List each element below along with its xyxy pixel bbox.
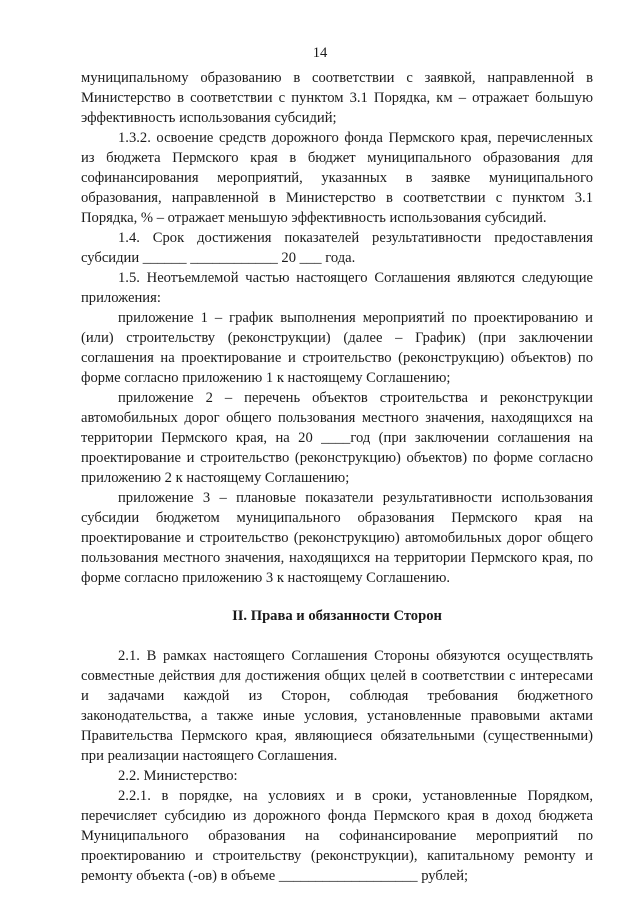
- paragraph-2-1: 2.1. В рамках настоящего Соглашения Стороны обязуются осуществлять совместные действия для достижения общих целей в соответствии с интересами и задачами каждой из Сторон, соблюдая требования бюджетного законодательства, а также иные условия, установленные правовыми актами Правительства Пермского края, являющиеся обязательными (существенными) при реализации настоящего Соглашения.: [81, 648, 593, 764]
- spacer: [81, 626, 593, 646]
- spacer: [81, 588, 593, 606]
- paragraph-appendix-3: приложение 3 – плановые показатели результативности использования субсидии бюджетом муниципального образования Пермского края на проектирование и строительство (реконструкцию) автомобильных дорог общего пользования местного значения, находящихся на территории Пермского края, по форме согласно приложению 3 к настоящему Соглашению.: [81, 490, 593, 586]
- section-heading: II. Права и обязанности Сторон: [232, 608, 442, 624]
- page-number: 14: [312, 45, 328, 61]
- paragraph-appendix-2: приложение 2 – перечень объектов строительства и реконструкции автомобильных дорог общего пользования местного значения, находящихся на территории Пермского края, на 20 ____год (при заключении соглашения на проектирование и строительство (реконструкцию) объектов) по форме согласно приложению 2 к настоящему Соглашению;: [81, 390, 593, 486]
- paragraph-1-4: 1.4. Срок достижения показателей результативности предоставления субсидии ______ ____________ 20 ___ года.: [81, 230, 593, 266]
- paragraph-continuation: муниципальному образованию в соответствии с заявкой, направленной в Министерство в соответствии с пунктом 3.1 Порядка, км – отражает большую эффективность использования субсидий;: [81, 70, 593, 126]
- paragraph-1-5: 1.5. Неотъемлемой частью настоящего Соглашения являются следующие приложения:: [81, 270, 593, 306]
- paragraph-2-2-1: 2.2.1. в порядке, на условиях и в сроки, установленные Порядком, перечисляет субсидию из дорожного фонда Пермского края в доход бюджета Муниципального образования на софинансирование мероприятий по проектированию и строительству (реконструкции), капитальному ремонту и ремонту объекта (-ов) в объеме ___________________ рублей;: [81, 788, 593, 884]
- paragraph-2-2: 2.2. Министерство:: [118, 768, 238, 784]
- paragraph-appendix-1: приложение 1 – график выполнения мероприятий по проектированию и (или) строительству (реконструкции) (далее – График) (при заключении соглашения на проектирование и строительство (реконструкцию) объектов) по форме согласно приложению 1 к настоящему Соглашению;: [81, 310, 593, 386]
- document-body: [81, 68, 593, 886]
- paragraph-1-3-2: 1.3.2. освоение средств дорожного фонда Пермского края, перечисленных из бюджета Пермского края в бюджет муниципального образования для софинансирования мероприятий, указанных в заявке муниципального образования, направленной в Министерство в соответствии с пунктом 3.1 Порядка, % – отражает меньшую эффективность использования субсидий.: [81, 130, 593, 226]
